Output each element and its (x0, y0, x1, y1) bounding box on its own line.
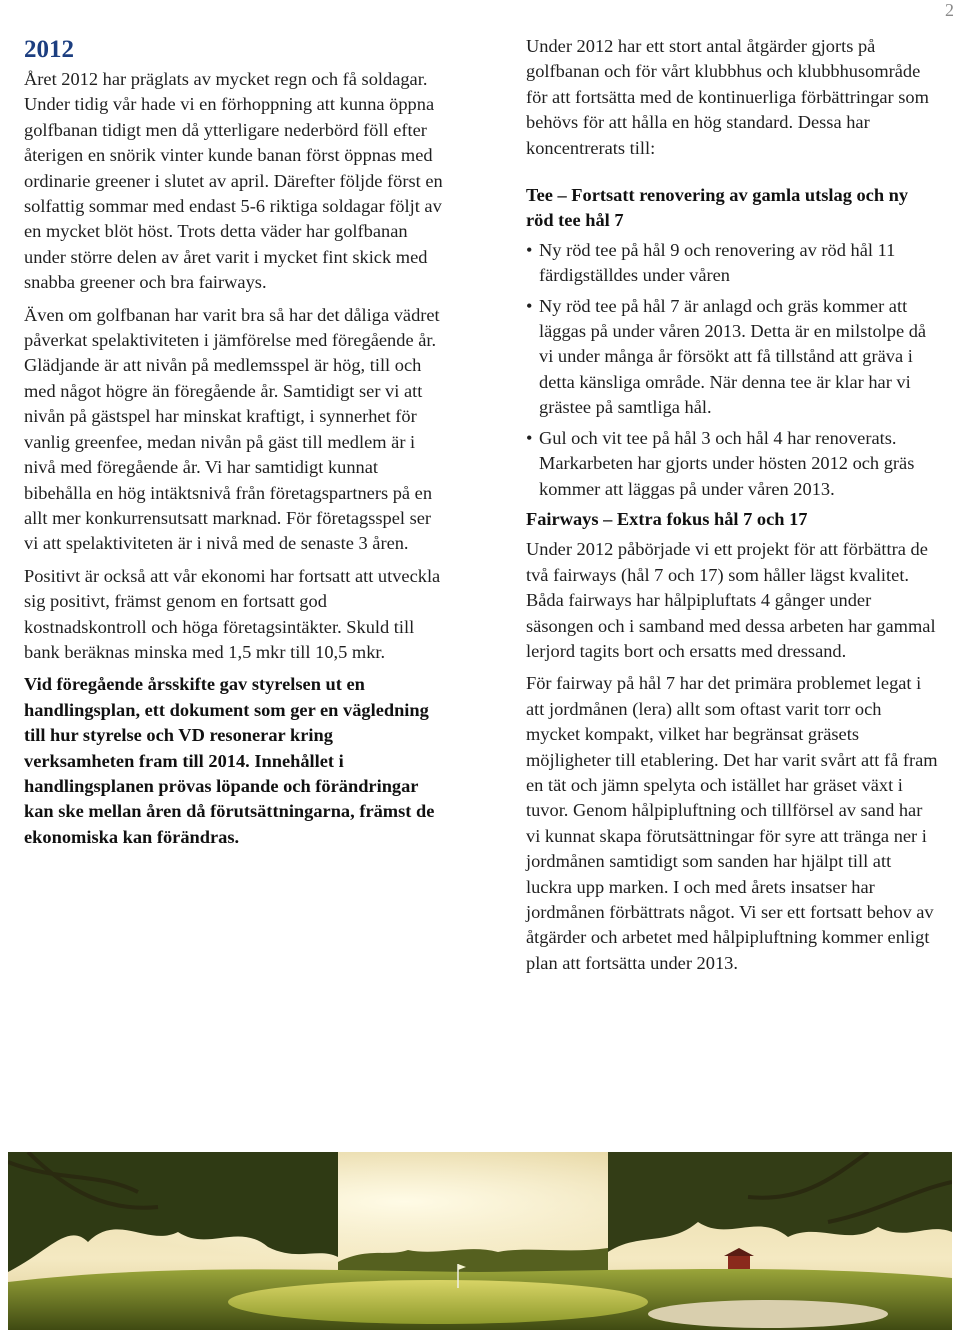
list-item: • Ny röd tee på hål 9 och renovering av röd hål 11 färdigställdes under våren (526, 238, 938, 289)
list-item: • Ny röd tee på hål 7 är anlagd och gräs kommer att läggas på under våren 2013. Detta är en milstolpe då vi under många år försökt att få tillstånd att gräva i detta känsliga område. När denna tee är klar har vi grästee på samtliga hål. (526, 294, 938, 421)
paragraph-play-activity: Även om golfbanan har varit bra så har det dåliga vädret påverkat spelaktiviteten i jämförelse med föregående år. Glädjande är att nivån på medlemsspel är hög, till och med något högre än föregående år. Samtidigt ser vi att nivån på gästspel har minskat kraftigt, i synnerhet för vanlig greenfee, medan nivån på gäst till medlem är i nivå med föregående år. Vi har samtidigt kunnat bibehålla en hög intäktsnivå från företagspartners på en allt mer konkurrensutsatt marknad. För företagsspel ser vi att spelaktiviteten är i nivå med de senaste 3 åren. (24, 304, 440, 554)
paragraph-weather: Året 2012 har präglats av mycket regn och få soldagar. Under tidig vår hade vi en förhoppning att kunna öppna golfbanan tidigt men då ytterligare nederbörd föll efter återigen en snörik vinter kunde banan först öppnas med ordinarie greener i slutet av april. Därefter följde först en solfattig sommar med endast 5-6 riktiga soldagar följt av en mycket blöt höst. Trots detta väder har golfbanan under större delen av året varit i mycket fint skick med snabba greener och bra fairways. (24, 69, 443, 293)
heading-tee: Tee – Fortsatt renovering av gamla utslag och ny röd tee hål 7 (526, 185, 909, 231)
left-column (24, 34, 444, 857)
golf-course-photo (8, 1152, 952, 1330)
section-title: 2012 (24, 36, 74, 63)
heading-fairways: Fairways – Extra fokus hål 7 och 17 (526, 508, 808, 529)
paragraph-action-plan: Vid föregående årsskifte gav styrelsen ut en handlingsplan, ett dokument som ger en vägledning till hur styrelse och VD resonerar kring verksamheten fram till 2014. Innehållet i handlingsplanen prövas löpande och förändringar kan ske mellan åren då förutsättningarna, främst de ekonomiska kan förändras. (24, 674, 435, 847)
paragraph-intro: Under 2012 har ett stort antal åtgärder gjorts på golfbanan och för vårt klubbhus och klubbhusområde för att fortsätta med de kontinuerliga förbättringar som behövs för att hålla en hög standard. Dessa har koncentrerats till: (526, 36, 929, 158)
paragraph-fairway-hole-7: För fairway på hål 7 har det primära problemet legat i att jordmånen (lera) allt som oftast varit torr och mycket kompakt, vilket har begränsat gräsets möjligheter till etablering. Det har varit svårt att få fram en tät och jämn spelyta och istället har gräset växt i tuvor. Genom hålpipluftning och tillförsel av sand har vi kunnat skapa förutsättningar för syre att tränga ner i jordmånen samtidigt som sanden har hjälpt till att luckra upp marken. I och med årets insatser har jordmånen förbättrats något. Vi ser ett fortsatt behov av åtgärder och arbetet med hålpipluftning kommer enligt plan att fortsätta under 2013. (526, 673, 938, 973)
tee-bullet-list (526, 238, 938, 502)
paragraph-economy: Positivt är också att vår ekonomi har fortsatt att utveckla sig positivt, främst genom en fortsatt god kostnadskontroll och höga företagsintäkter. Skuld till bank beräknas minska med 1,5 mkr till 10,5 mkr. (24, 565, 441, 662)
list-item: • Gul och vit tee på hål 3 och hål 4 har renoverats. Markarbeten har gjorts under hösten 2012 och gräs kommer att läggas på under våren 2013. (526, 426, 938, 502)
right-column (526, 34, 938, 983)
page-number: 2 (945, 0, 954, 20)
paragraph-fairways-project: Under 2012 påbörjade vi ett projekt för att förbättra de två fairways (hål 7 och 17) som håller lägst kvalitet. Båda fairways har hålpipluftats 4 gånger under säsongen och i samband med dessa arbeten har gammal lerjord tagits bort och ersatts med dressand. (526, 539, 936, 661)
